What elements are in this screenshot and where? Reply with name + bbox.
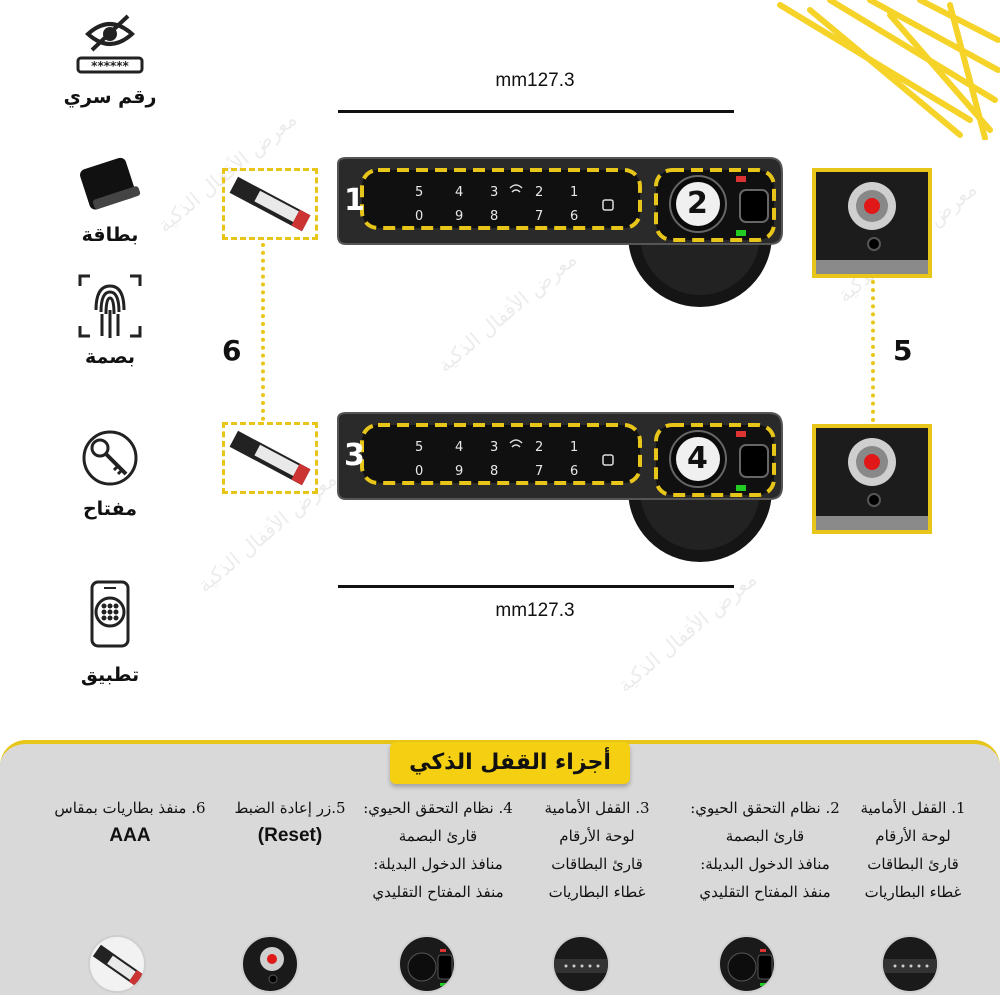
dimension-bottom-label: mm127.3: [495, 600, 575, 621]
part-line: قارئ البصمة: [398, 827, 478, 845]
callout-2: 2: [687, 186, 708, 221]
keypad-digit: 5: [415, 440, 424, 455]
dimension-top-line: [338, 110, 734, 113]
svg-text:******: ******: [91, 59, 129, 73]
part-number: 1.: [951, 799, 966, 817]
watermark: معرض الأقفال الذكية: [152, 106, 302, 238]
part-4-thumbnail: [398, 935, 456, 993]
keypad-digit: 0: [415, 464, 424, 479]
part-number: 2.: [825, 799, 840, 817]
part-5-thumbnail: [241, 935, 299, 993]
part-line: منفذ المفتاح التقليدي: [372, 883, 504, 901]
panel-title: أجزاء القفل الذكي: [390, 742, 630, 784]
watermark: معرض الذكية: [832, 176, 982, 308]
reset-sensor-top: [812, 168, 932, 278]
dimension-bottom-line: [338, 585, 734, 588]
fingerprint-icon: [70, 270, 150, 342]
part-line: نظام التحقق الحيوي:: [690, 799, 821, 817]
part-number: 6.: [191, 799, 206, 817]
part-4: [352, 794, 524, 906]
feature-label: بطاقة: [81, 224, 139, 246]
callout-6: 6: [222, 334, 242, 367]
dimension-top-label: mm127.3: [495, 70, 575, 91]
battery-slot-image: [225, 425, 315, 491]
part-line: قارئ البطاقات: [551, 855, 643, 873]
part-line: القفل الأمامية: [860, 799, 947, 817]
callout-3: 3: [344, 438, 365, 473]
keypad-digit: 0: [415, 209, 424, 224]
keypad-digit: 1: [570, 440, 579, 455]
lock-handle-bottom: [330, 395, 810, 565]
battery-slot-top: [222, 168, 318, 240]
keypad-digit: 1: [570, 185, 579, 200]
part-1-thumbnail: [881, 935, 939, 993]
part-line: لوحة الأرقام: [875, 827, 951, 845]
keypad-digit: 7: [535, 209, 544, 224]
feature-label: بصمة: [84, 346, 136, 368]
keypad-digit: 6: [570, 464, 579, 479]
feature-fingerprint: [30, 270, 190, 368]
part-number: 3.: [635, 799, 650, 817]
callout-1: 1: [344, 183, 365, 218]
part-2-thumbnail: [718, 935, 776, 993]
keypad-digit: 9: [455, 464, 464, 479]
part-number: 4.: [498, 799, 513, 817]
battery-slot-image: [225, 171, 315, 237]
keypad-digit: 9: [455, 209, 464, 224]
part-line: غطاء البطاريات: [864, 883, 962, 901]
decorative-streaks: [770, 0, 1000, 140]
part-3: [522, 794, 672, 906]
watermark: معرض الأقفال الذكية: [612, 566, 762, 698]
keypad-digit: 5: [415, 185, 424, 200]
keypad-digit: 8: [490, 464, 499, 479]
keypad-digit: 8: [490, 209, 499, 224]
part-6-thumbnail: [88, 935, 146, 993]
feature-key: [30, 422, 190, 520]
watermark: معرض الأقفال الذكية: [432, 246, 582, 378]
feature-app: [30, 578, 190, 686]
lock-handle-top: [330, 140, 810, 310]
connector-reset: [871, 280, 875, 422]
part-number: 5.: [331, 799, 346, 817]
keypad-digit: 4: [455, 185, 464, 200]
watermark: معرض الأقفال الذكية: [192, 466, 342, 598]
key-icon: [70, 422, 150, 494]
feature-card: [30, 148, 190, 246]
feature-label: مفتاح: [82, 498, 138, 520]
keypad-digit: 6: [570, 209, 579, 224]
part-3-thumbnail: [552, 935, 610, 993]
keypad-digit: 4: [455, 440, 464, 455]
part-5: [220, 794, 360, 850]
connector-battery: [261, 243, 265, 421]
reset-button-image: [816, 428, 928, 530]
callout-4: 4: [687, 441, 708, 476]
part-line: قارئ البصمة: [725, 827, 805, 845]
part-line: AAA: [109, 825, 151, 846]
part-line: منافذ الدخول البديلة:: [700, 855, 830, 873]
card-icon: [70, 148, 150, 220]
part-line: لوحة الأرقام: [559, 827, 635, 845]
part-line: منافذ الدخول البديلة:: [373, 855, 503, 873]
part-line: القفل الأمامية: [544, 799, 631, 817]
keypad-digit: 7: [535, 464, 544, 479]
battery-slot-bottom: [222, 422, 318, 494]
part-line: قارئ البطاقات: [867, 855, 959, 873]
part-line: منفذ بطاريات بمقاس: [54, 799, 187, 817]
reset-button-image: [816, 172, 928, 274]
reset-sensor-bottom: [812, 424, 932, 534]
feature-pin-code: [30, 10, 190, 108]
keypad-digit: 3: [490, 440, 499, 455]
part-line: غطاء البطاريات: [548, 883, 646, 901]
part-2: [680, 794, 850, 906]
keypad-digit: 3: [490, 185, 499, 200]
feature-label: تطبيق: [80, 664, 140, 686]
part-line: (Reset): [257, 825, 323, 846]
part-line: زر إعادة الضبط: [234, 799, 332, 817]
feature-label: رقم سري: [63, 86, 157, 108]
phone-app-icon: [70, 578, 150, 650]
keypad-digit: 2: [535, 440, 544, 455]
part-1: [838, 794, 988, 906]
keypad-digit: 2: [535, 185, 544, 200]
part-line: نظام التحقق الحيوي:: [363, 799, 494, 817]
part-6: [40, 794, 220, 850]
part-line: منفذ المفتاح التقليدي: [699, 883, 831, 901]
callout-5: 5: [893, 334, 913, 367]
pin-code-icon: [70, 10, 150, 82]
